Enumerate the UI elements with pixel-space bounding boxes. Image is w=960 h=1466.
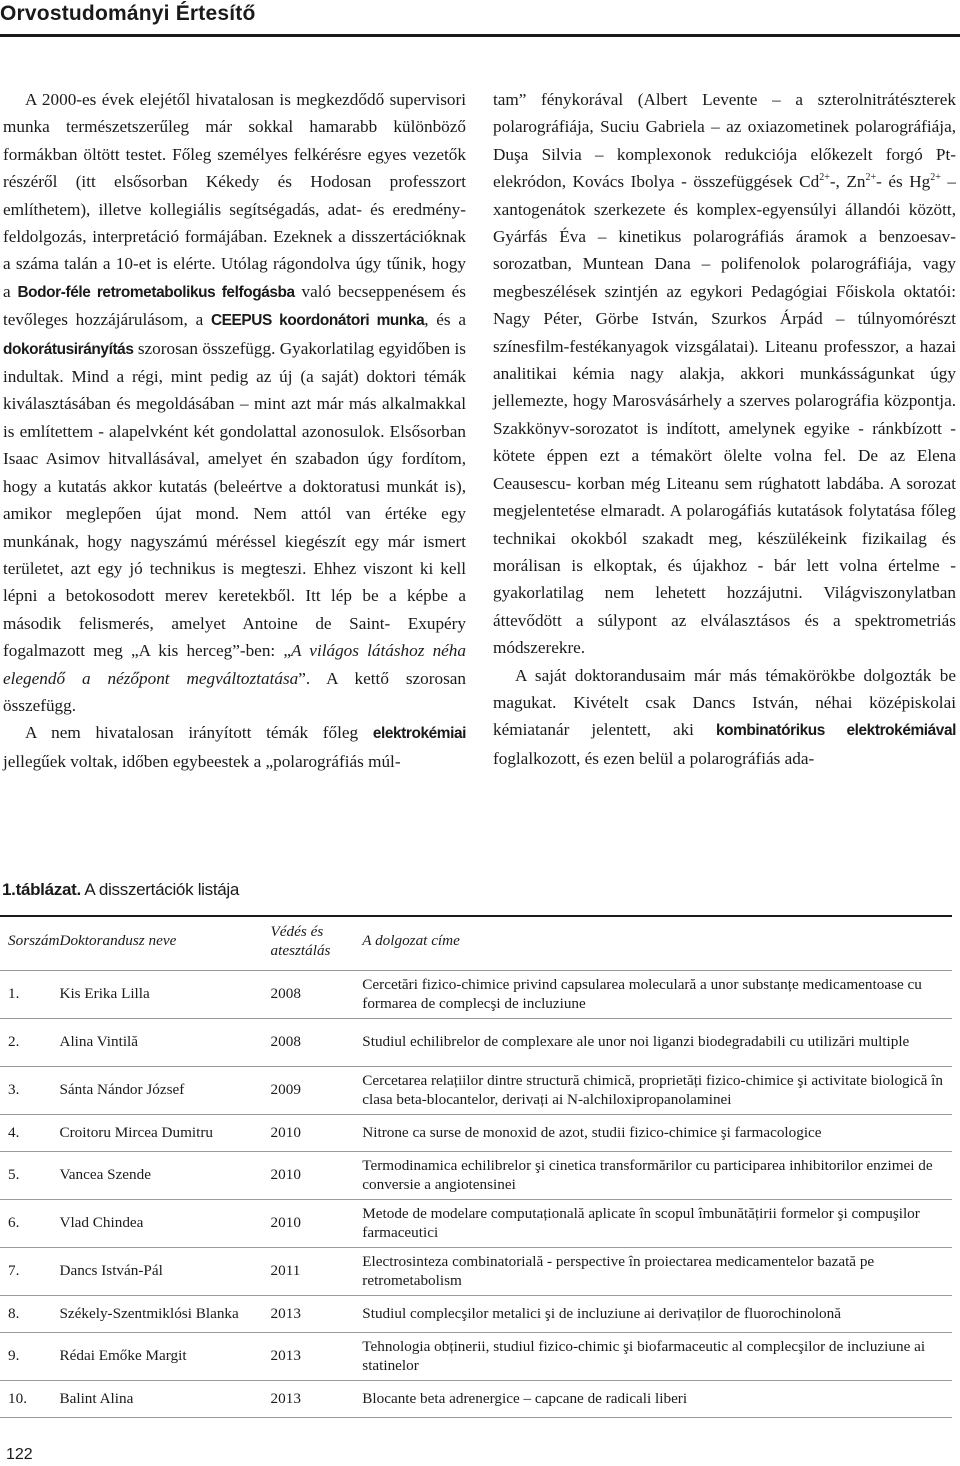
row-number: 9.	[0, 1333, 59, 1381]
italic-quote: A világos látáshoz néha elegendő a nézőpont megváltoztatása	[3, 641, 466, 688]
text-run: szorosan összefügg. Gyakorlatilag egyidőben is indultak. Mind a régi, mint pedig az új (a saját) doktori témák kiválasztásában és megoldásában – mint azt már más alkalmakkal is említettem - alapelvként két gondolattal azonosulok. Elsősorban Isaac Asimov hitvallásával, amelyet én szabadon úgy fordítom, hogy a kutatás akkor kutatás (beleértve a doktoratusi munkát is), amikor meglepően újat mond. Nem attól van értéke egy munkának, hogy nagyszámú méréssel kiegészít egy már ismert területet, azt egy jó technikus is megteszi. Ehhez viszont ki kell lépni a betokosodott merev keretekből. Itt lép be a képbe a második felismerés, amelyet Antoine de Saint- Exupéry fogalmazott meg „A kis herceg”-ben: „	[3, 338, 466, 661]
row-title: Metode de modelare computațională aplicate în scopul îmbunătățirii formelor şi compuşilor farmaceutici	[362, 1200, 952, 1248]
text-run: jellegűek voltak, időben egybeestek a „polarográfiás múl-	[3, 751, 401, 771]
superscript: 2+	[819, 172, 830, 184]
table-row	[0, 1200, 952, 1248]
row-year: 2008	[271, 971, 363, 1019]
page-number: 122	[6, 1446, 33, 1463]
text-run: ”. A kettő szorosan összefügg.	[3, 668, 467, 715]
dissertations-table-wrapper	[0, 915, 952, 1418]
header-year: Védés és atesztálás	[270, 923, 331, 959]
right-paragraph-1	[493, 86, 956, 662]
table-caption	[2, 880, 239, 900]
table-row	[0, 1152, 952, 1200]
row-year: 2008	[271, 1019, 363, 1067]
row-number: 5.	[0, 1152, 59, 1200]
row-number: 10.	[0, 1381, 59, 1418]
row-year: 2013	[271, 1381, 363, 1418]
row-name: Rédai Emőke Margit	[59, 1333, 270, 1381]
left-paragraph-1	[3, 86, 466, 719]
table-caption-label: 1.táblázat.	[2, 880, 81, 899]
text-run: A nem hivatalosan irányított témák főleg	[25, 723, 373, 743]
row-title: Electrosinteza combinatorială - perspective în proiectarea medicamentelor bazată pe retrometabolism	[362, 1248, 952, 1296]
row-number: 4.	[0, 1115, 59, 1152]
row-year: 2011	[271, 1248, 363, 1296]
left-paragraph-2	[3, 719, 466, 775]
row-title: Tehnologia obținerii, studiul fizico-chimic şi biofarmaceutic al complecşilor de incluziune ai statinelor	[362, 1333, 952, 1381]
row-title: Nitrone ca surse de monoxid de azot, studii fizico-chimice şi farmacologice	[362, 1115, 952, 1152]
header-number: Sorszám	[8, 932, 60, 950]
text-run: foglalkozott, és ezen belül a polarográfiás ada-	[493, 748, 815, 768]
row-name: Kis Erika Lilla	[59, 971, 270, 1019]
text-run: való becseppenésem és tevőleges hozzájárulásom, a	[3, 281, 466, 330]
row-title: Studiul complecşilor metalici şi de incluziune ai derivaților de fluorochinolonă	[362, 1296, 952, 1333]
text-run: -, Zn	[829, 172, 866, 192]
text-run: –xantogenátok szerkezete és komplex-egyensúlyi állandói között, Gyárfás Éva – kinetikus polarográfiás áramok a benzoesav-sorozatban, Muntean Dana – polifenolok polarográfiája, vagy megbeszélések szintjén az egykori Pedagógiai Főiskola oktatói: Nagy Péter, Görbe István, Szurkos Árpád – túlnyomórészt színesfilm-festékanyagok vizsgálatai). Liteanu professzor, a hazai analitikai kémia nagy alakja, akkori munkásságunkat úgy jellemezte, hogy Marosvásárhely a szerves polarográfia központja. Szakkönyv-sorozatot is indított, amelynek egyike - ránkbízott - kötete éppen ezt a témakört ölelte volna fel. De az Elena Ceausescu- korban még Liteanu sem rúghatott labdába. A sorozat megjelentetése elmaradt. A polarogáfiás kutatások folytatása főleg technikai okokból szakadt meg, készülékeink fizikailag és morálisan is elkoptak, és újakhoz - bár lett volna értelme - gyakorlatilag nem lehetett hozzájutni. Világviszonylatban áttevődött a súlypont az elválasztásos és a spektrometriás módszerekre.	[493, 172, 956, 658]
page-header	[0, 0, 960, 37]
table-row	[0, 1248, 952, 1296]
table-header-row	[0, 917, 952, 971]
row-name: Vlad Chindea	[59, 1200, 270, 1248]
row-year: 2009	[271, 1067, 363, 1115]
header-name: Doktorandusz neve	[59, 932, 177, 950]
row-title: Blocante beta adrenergice – capcane de radicali liberi	[362, 1381, 952, 1418]
right-paragraph-2	[493, 662, 956, 773]
bold-term: CEEPUS koordonátori munka	[210, 312, 425, 330]
table-row	[0, 1296, 952, 1333]
left-column	[3, 86, 466, 775]
table-row	[0, 1115, 952, 1152]
header-title: A dolgozat címe	[362, 932, 460, 950]
superscript: 2+	[865, 172, 877, 184]
row-number: 1.	[0, 971, 59, 1019]
bold-term: dokorátusirányítás	[3, 340, 134, 358]
row-name: Vancea Szende	[59, 1152, 270, 1200]
row-year: 2013	[271, 1296, 363, 1333]
row-title: Cercetarea relațiilor dintre structură chimică, proprietăți fizico-chimice şi activitate biologică în clasa beta-blocantelor, derivați ai N-alchiloxipropanolaminei	[362, 1067, 952, 1115]
table-row	[0, 1067, 952, 1115]
row-name: Sánta Nándor József	[59, 1067, 270, 1115]
row-name: Croitoru Mircea Dumitru	[59, 1115, 270, 1152]
row-name: Alina Vintilă	[59, 1019, 270, 1067]
row-number: 2.	[0, 1019, 59, 1067]
table-row	[0, 971, 952, 1019]
row-year: 2010	[271, 1152, 363, 1200]
table-row	[0, 1019, 952, 1067]
row-year: 2013	[271, 1333, 363, 1381]
dissertations-table	[0, 917, 952, 1418]
row-title: Studiul echilibrelor de complexare ale unor noi liganzi biodegradabili cu utilizări multiple	[362, 1019, 952, 1067]
row-name: Székely-Szentmiklósi Blanka	[59, 1296, 270, 1333]
bold-term: kombinatórikus elektrokémiával	[715, 722, 956, 740]
row-title: Termodinamica echilibrelor şi cinetica transformărilor cu participarea inhibitorilor enzimei de conversie a angiotensinei	[362, 1152, 952, 1200]
text-run: , és a	[424, 310, 466, 330]
superscript: 2+	[930, 172, 941, 184]
right-column	[493, 86, 956, 772]
journal-title: Orvostudományi Értesítő	[0, 2, 256, 25]
text-run: A 2000-es évek elejétől hivatalosan is megkezdődő supervisori munka természetszerűleg már sokkal hamarabb különböző formákban öltött testet. Főleg személyes felkérésre egyes vezetők részéről (itt elsősorban Kékedy és Hodosan professzort említhetem), illetve kollegiális segítségadás, adat- és eredmény-feldolgozás, interpretáció formájában. Ezeknek a disszertációknak a száma talán a 10-et is elérte. Utólag rágondolva úgy tűnik, hogy a	[3, 90, 466, 301]
text-run: A saját doktorandusaim már más témakörökbe dolgozták be magukat. Kivételt csak Dancs István, néhai középiskolai kémiatanár jelentett, aki	[493, 665, 956, 740]
text-run: - és Hg	[876, 172, 931, 192]
row-name: Balint Alina	[59, 1381, 270, 1418]
row-year: 2010	[271, 1200, 363, 1248]
row-number: 6.	[0, 1200, 59, 1248]
row-title: Cercetări fizico-chimice privind capsularea moleculară a unor substanțe medicamentoase cu formarea de complecşi de incluziune	[362, 971, 952, 1019]
table-row	[0, 1381, 952, 1418]
row-number: 7.	[0, 1248, 59, 1296]
row-number: 8.	[0, 1296, 59, 1333]
table-row	[0, 1333, 952, 1381]
text-run: tam” fénykorával (Albert Levente – a szterolnitrátészterek polarográfiája, Suciu Gabriela – az oxiazometinek polarográfiája, Duşa Silvia – komplexonok redukciója előkezelt forgó Pt- elekródon, Kovács Ibolya - összefüggések Cd	[493, 90, 956, 192]
row-name: Dancs István-Pál	[59, 1248, 270, 1296]
bold-term: Bodor-féle retrometabolikus felfogásba	[17, 283, 295, 301]
table-caption-text: A disszertációk listája	[80, 880, 240, 899]
bold-term: elektrokémiai	[372, 725, 466, 743]
row-year: 2010	[271, 1115, 363, 1152]
row-number: 3.	[0, 1067, 59, 1115]
